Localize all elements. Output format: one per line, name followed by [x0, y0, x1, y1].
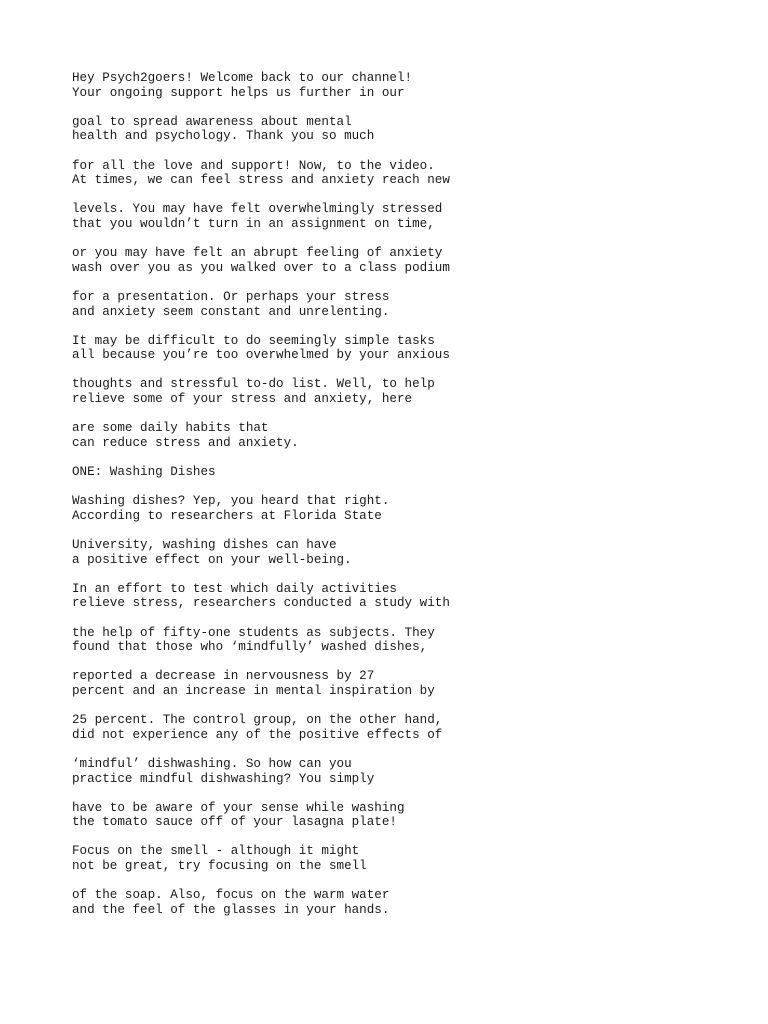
text-line: are some daily habits that	[72, 421, 269, 436]
text-line: reported a decrease in nervousness by 27	[72, 669, 375, 684]
text-line: According to researchers at Florida State	[72, 508, 382, 523]
text-line: for a presentation. Or perhaps your stress	[72, 289, 390, 304]
transcript-text	[72, 71, 450, 932]
text-line: have to be aware of your sense while washing	[72, 800, 405, 815]
paragraph	[72, 626, 450, 655]
paragraph	[72, 334, 450, 363]
text-line: all because you’re too overwhelmed by your anxious	[72, 348, 450, 363]
paragraph	[72, 494, 450, 523]
text-line: for all the love and support! Now, to the video.	[72, 158, 435, 173]
paragraph	[72, 377, 450, 406]
text-line: relieve some of your stress and anxiety, here	[72, 392, 413, 407]
text-line: It may be difficult to do seemingly simple tasks	[72, 333, 435, 348]
text-line: practice mindful dishwashing? You simply	[72, 771, 375, 786]
text-line: In an effort to test which daily activities	[72, 581, 397, 596]
text-line: found that those who ‘mindfully’ washed dishes,	[72, 640, 428, 655]
text-line: Washing dishes? Yep, you heard that right.	[72, 494, 390, 509]
text-line: and the feel of the glasses in your hands.	[72, 902, 390, 917]
paragraph	[72, 538, 450, 567]
text-line: of the soap. Also, focus on the warm water	[72, 888, 390, 903]
text-line: ‘mindful’ dishwashing. So how can you	[72, 756, 352, 771]
paragraph	[72, 159, 450, 188]
text-line: and anxiety seem constant and unrelenting.	[72, 304, 390, 319]
paragraph	[72, 669, 450, 698]
text-line: health and psychology. Thank you so much	[72, 129, 375, 144]
text-line: can reduce stress and anxiety.	[72, 435, 299, 450]
text-line: University, washing dishes can have	[72, 538, 337, 552]
text-line: or you may have felt an abrupt feeling of anxiety	[72, 246, 443, 261]
paragraph	[72, 290, 450, 319]
text-line: 25 percent. The control group, on the other hand,	[72, 713, 443, 728]
text-line: did not experience any of the positive effects of	[72, 727, 443, 742]
text-line: wash over you as you walked over to a class podium	[72, 260, 450, 275]
text-line: Focus on the smell - although it might	[72, 844, 360, 859]
text-line: Hey Psych2goers! Welcome back to our channel!	[72, 71, 413, 85]
paragraph	[72, 801, 450, 830]
text-line: At times, we can feel stress and anxiety reach new	[72, 173, 450, 188]
paragraph	[72, 888, 450, 917]
text-line: not be great, try focusing on the smell	[72, 859, 367, 874]
text-line: thoughts and stressful to-do list. Well, to help	[72, 377, 435, 392]
paragraph	[72, 713, 450, 742]
text-line: goal to spread awareness about mental	[72, 114, 352, 129]
paragraph	[72, 421, 450, 450]
paragraph	[72, 582, 450, 611]
text-line: a positive effect on your well-being.	[72, 552, 352, 567]
paragraph	[72, 465, 450, 480]
paragraph	[72, 115, 450, 144]
text-line: ONE: Washing Dishes	[72, 465, 216, 480]
paragraph	[72, 246, 450, 275]
paragraph	[72, 71, 450, 100]
text-line: relieve stress, researchers conducted a study with	[72, 596, 450, 611]
text-line: percent and an increase in mental inspiration by	[72, 683, 435, 698]
text-line: the tomato sauce off of your lasagna plate!	[72, 815, 397, 830]
text-line: that you wouldn’t turn in an assignment on time,	[72, 216, 435, 231]
text-line: Your ongoing support helps us further in our	[72, 85, 405, 100]
paragraph	[72, 844, 450, 873]
paragraph	[72, 202, 450, 231]
text-line: levels. You may have felt overwhelmingly stressed	[72, 202, 443, 217]
text-line: the help of fifty-one students as subjects. They	[72, 625, 435, 640]
paragraph	[72, 757, 450, 786]
